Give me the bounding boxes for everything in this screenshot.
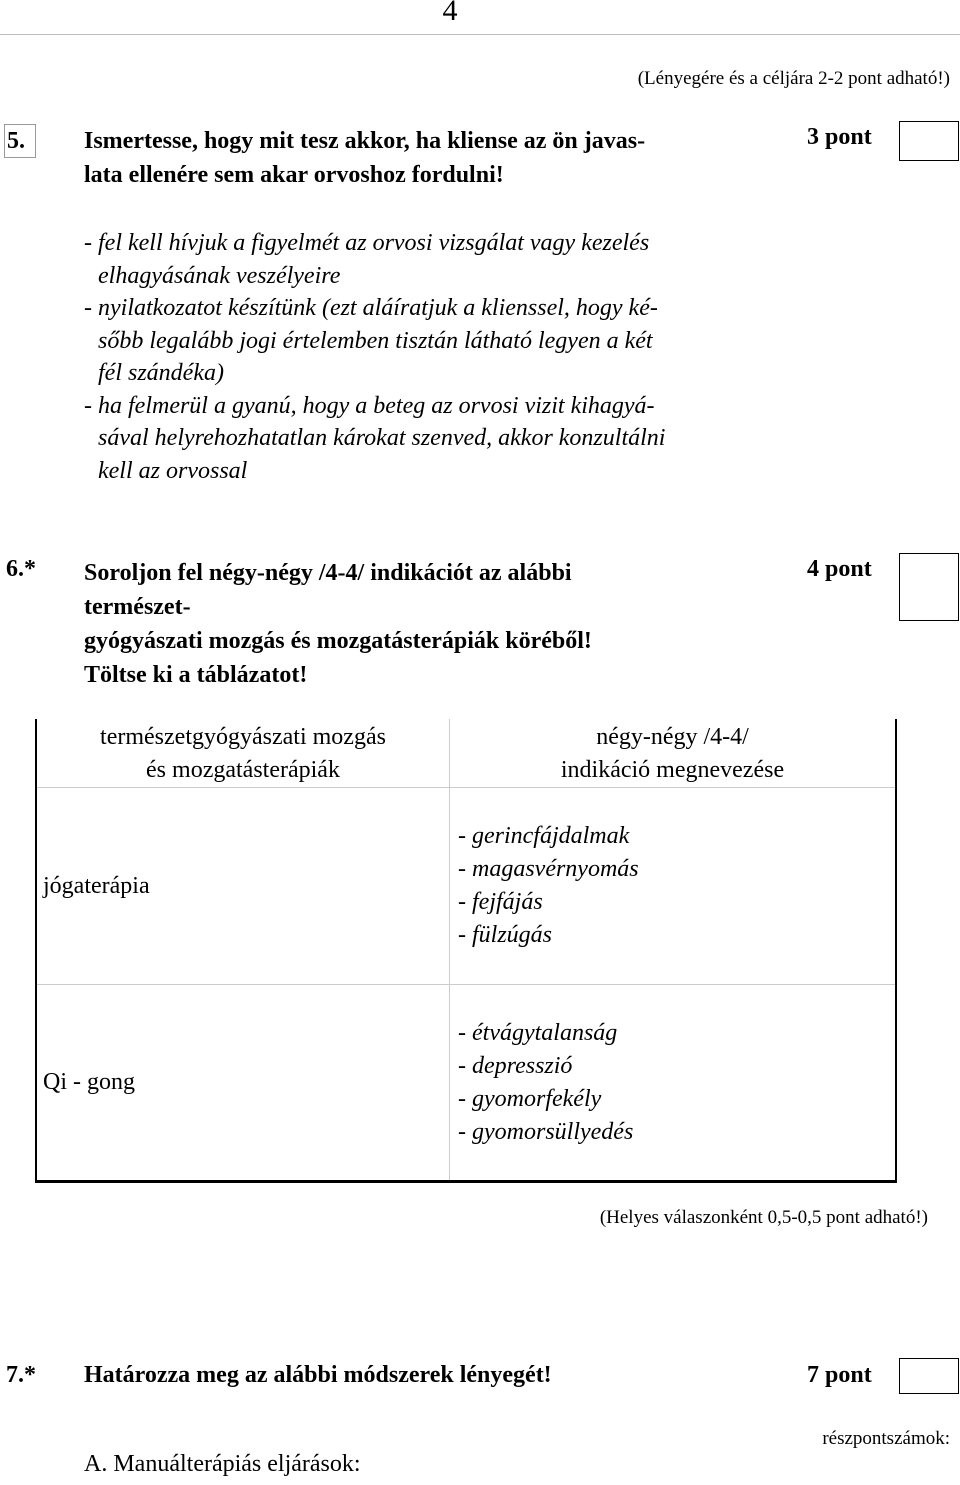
table-header-row [36, 719, 896, 788]
answer-line: sőbb legalább jogi értelemben tisztán látható legyen a két [98, 327, 653, 354]
answer-line: kell az orvossal [98, 457, 248, 484]
q6-number: 6.* [6, 556, 36, 582]
q5-points: 3 pont [807, 124, 872, 150]
therapy-cell: Qi - gong [36, 985, 450, 1182]
indication-item: - étvágytalanság [458, 1019, 618, 1046]
q6-score-box[interactable] [899, 553, 959, 621]
q6-question-line: természet- [84, 594, 191, 620]
answer-line: elhagyásának veszélyeire [98, 262, 341, 289]
indications-cell [450, 788, 897, 985]
table-header-indication [450, 719, 897, 788]
indication-item: - fülzúgás [458, 922, 553, 948]
q7-number: 7.* [6, 1362, 36, 1388]
therapy-cell: jógaterápia [36, 788, 450, 985]
indication-item: - gyomorfekély [458, 1085, 602, 1112]
q6-question-line: gyógyászati mozgás és mozgatásterápiák köréből! [84, 628, 592, 654]
answer-line: - fel kell hívjuk a figyelmét az orvosi vizsgálat vagy kezelés [84, 230, 650, 256]
table-row [36, 788, 896, 985]
indications-cell [450, 985, 897, 1182]
indication-item: - gyomorsüllyedés [458, 1118, 634, 1145]
q7-score-box[interactable] [899, 1358, 959, 1394]
q5-score-box[interactable] [899, 121, 959, 161]
q7-points: 7 pont [807, 1362, 872, 1388]
indication-item: - gerincfájdalmak [458, 823, 630, 849]
q6-question [84, 556, 592, 692]
header-line: és mozgatásterápiák [146, 757, 340, 783]
answer-line: - nyilatkozatot készítünk (ezt aláíratjuk a klienssel, hogy ké- [84, 295, 658, 321]
table-row [36, 985, 896, 1182]
q6-question-line: Soroljon fel négy-négy /4-4/ indikációt az alábbi [84, 560, 572, 586]
header-line: indikáció megnevezése [560, 757, 785, 783]
table-header-therapy [36, 719, 450, 788]
q7-subitem-a: A. Manuálterápiás eljárások: [84, 1451, 361, 1477]
q6-question-line: Töltse ki a táblázatot! [84, 662, 308, 688]
q6-points: 4 pont [807, 556, 872, 582]
indication-item: - magasvérnyomás [458, 856, 639, 882]
header-divider [0, 34, 960, 35]
answer-line: fél szándéka) [98, 360, 224, 386]
q4-scoring-note: (Lényegére és a céljára 2-2 pont adható!) [637, 68, 950, 89]
page-number: 4 [442, 0, 458, 27]
indication-item: - depresszió [458, 1052, 573, 1079]
q5-number: 5. [4, 124, 36, 158]
q5-question [84, 124, 645, 192]
q7-question: Határozza meg az alábbi módszerek lényegét! [84, 1362, 552, 1388]
therapy-indication-table [35, 719, 897, 1183]
header-line: négy-négy /4-4/ [596, 724, 749, 750]
answer-line: - ha felmerül a gyanú, hogy a beteg az orvosi vizit kihagyá- [84, 392, 655, 419]
q6-scoring-note: (Helyes válaszonként 0,5-0,5 pont adható!) [599, 1207, 928, 1228]
q5-question-line: Ismertesse, hogy mit tesz akkor, ha kliense az ön javas- [84, 128, 646, 154]
q5-answer [84, 227, 665, 487]
answer-line: sával helyrehozhatatlan károkat szenved, akkor konzultálni [98, 425, 666, 451]
indication-item: - fejfájás [458, 889, 543, 915]
partial-scores-label: részpontszámok: [822, 1428, 950, 1449]
header-line: természetgyógyászati mozgás [100, 724, 386, 750]
q5-question-line: lata ellenére sem akar orvoshoz fordulni! [84, 162, 504, 188]
